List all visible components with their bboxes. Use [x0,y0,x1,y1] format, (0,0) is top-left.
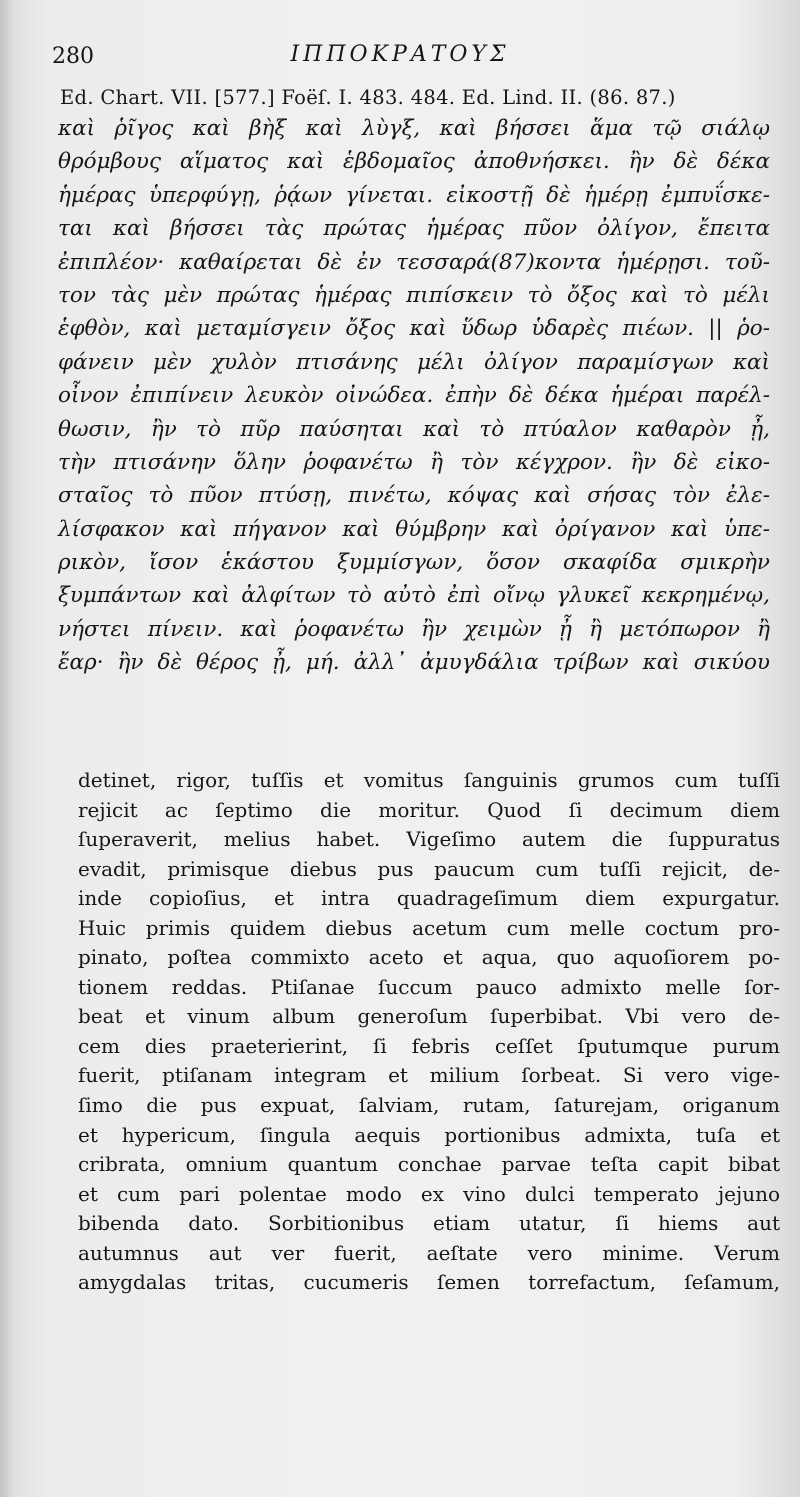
greek-text-line: ἑφθὸν, καὶ μεταμίσγειν ὄξος καὶ ὕδωρ ὑδαρὲς πιέων. || ῥο- [58,316,770,342]
latin-text-line: cribrata, omnium quantum conchae parvae teſta capit bibat [78,1152,780,1177]
greek-text-line: ξυμπάντων καὶ ἀλφίτων τὸ αὐτὸ ἐπὶ οἴνῳ γλυκεῖ κεκρημένῳ, [58,583,770,609]
greek-text-block [58,112,770,680]
greek-text-line: καὶ ῥῖγος καὶ βὴξ καὶ λὺγξ, καὶ βήσσει ἅμα τῷ σιάλῳ [58,116,770,141]
greek-text-line: ἔαρ· ἢν δὲ θέρος ᾖ, μή. ἀλλ᾽ ἀμυγδάλια τρίβων καὶ σικύου [58,650,770,676]
greek-text-line: οἶνον ἐπιπίνειν λευκὸν οἰνώδεα. ἐπὴν δὲ δέκα ἡμέραι παρέλ- [58,383,770,409]
latin-text-line: pinato, poſtea commixto aceto et aqua, quo aquoſiorem po- [78,945,780,970]
greek-text-line: τον τὰς μὲν πρώτας ἡμέρας πιπίσκειν τὸ ὄξος καὶ τὸ μέλι [58,282,770,308]
greek-text-line: σταῖος τὸ πῦον πτύσῃ, πινέτω, κόψας καὶ σήσας τὸν ἐλε- [58,483,770,509]
latin-text-line: fuerit, ptiſanam integram et milium ſorbeat. Si vero vige- [78,1063,780,1088]
latin-text-line: rejicit ac ſeptimo die moritur. Quod ſi decimum diem [78,797,780,822]
latin-text-line: bibenda dato. Sorbitionibus etiam utatur, ſi hiems aut [78,1211,780,1236]
latin-translation-block [78,766,780,1298]
greek-text-line: ται καὶ βήσσει τὰς πρώτας ἡμέρας πῦον ὀλίγον, ἔπειτα [58,216,770,242]
edition-reference-line: Ed. Chart. VII. [577.] Foëſ. I. 483. 484. Ed. Lind. II. (86. 87.) [60,86,676,109]
latin-text-line: inde copioſius, et intra quadrageſimum diem expurgatur. [78,886,780,911]
page-number: 280 [52,44,94,69]
greek-text-line: νήστει πίνειν. καὶ ῥοφανέτω ἢν χειμὼν ᾖ ἢ μετόπωρον ἢ [58,616,770,642]
greek-text-line: τὴν πτισάνην ὅλην ῥοφανέτω ἢ τὸν κέγχρον. ἢν δὲ εἰκο- [58,449,770,475]
latin-text-line: et cum pari polentae modo ex vino dulci temperato jejuno [78,1181,780,1206]
latin-text-line: ſimo die pus expuat, ſalviam, rutam, ſaturejam, origanum [78,1093,780,1118]
greek-text-line: ἐπιπλέον· καθαίρεται δὲ ἐν τεσσαρά(87)κοντα ἡμέρῃσι. τοῦ- [58,249,770,275]
latin-text-line: autumnus aut ver fuerit, aeſtate vero minime. Verum [78,1240,780,1265]
greek-text-line: θωσιν, ἢν τὸ πῦρ παύσηται καὶ τὸ πτύαλον καθαρὸν ᾖ, [58,416,770,442]
greek-text-line: ρικὸν, ἴσον ἑκάστου ξυμμίσγων, ὅσον σκαφίδα σμικρὴν [58,550,770,576]
latin-text-line: beat et vinum album generoſum ſuperbibat. Vbi vero de- [78,1004,780,1029]
latin-text-line: et hypericum, ſingula aequis portionibus admixta, tuſa et [78,1122,780,1147]
running-title: ΙΠΠΟΚΡΑΤΟΥΣ [290,42,510,67]
page-gutter-shadow [0,0,14,1497]
latin-text-line: cem dies praeterierint, ſi febris ceſſet ſputumque purum [78,1033,780,1058]
latin-text-line: amygdalas tritas, cucumeris ſemen torrefactum, ſeſamum, [78,1270,780,1295]
latin-text-line: ſuperaverit, melius habet. Vigeſimo autem die ſuppuratus [78,827,780,852]
greek-text-line: ἡμέρας ὑπερφύγῃ, ῥᾴων γίνεται. εἰκοστῇ δὲ ἡμέρῃ ἐμπυΐσκε- [58,182,770,208]
greek-text-line: λίσφακον καὶ πήγανον καὶ θύμβρην καὶ ὀρίγανον καὶ ὑπε- [58,516,770,542]
latin-text-line: detinet, rigor, tuſſis et vomitus ſanguinis grumos cum tuſſi [78,768,780,792]
latin-text-line: evadit, primisque diebus pus paucum cum tuſſi rejicit, de- [78,856,780,881]
greek-text-line: θρόμβους αἵματος καὶ ἑβδομαῖος ἀποθνήσκει. ἢν δὲ δέκα [58,149,770,175]
latin-text-line: tionem reddas. Ptiſanae ſuccum pauco admixto melle ſor- [78,974,780,999]
greek-text-line: φάνειν μὲν χυλὸν πτισάνης μέλι ὀλίγον παραμίσγων καὶ [58,349,770,375]
latin-text-line: Huic primis quidem diebus acetum cum melle coctum pro- [78,915,780,940]
